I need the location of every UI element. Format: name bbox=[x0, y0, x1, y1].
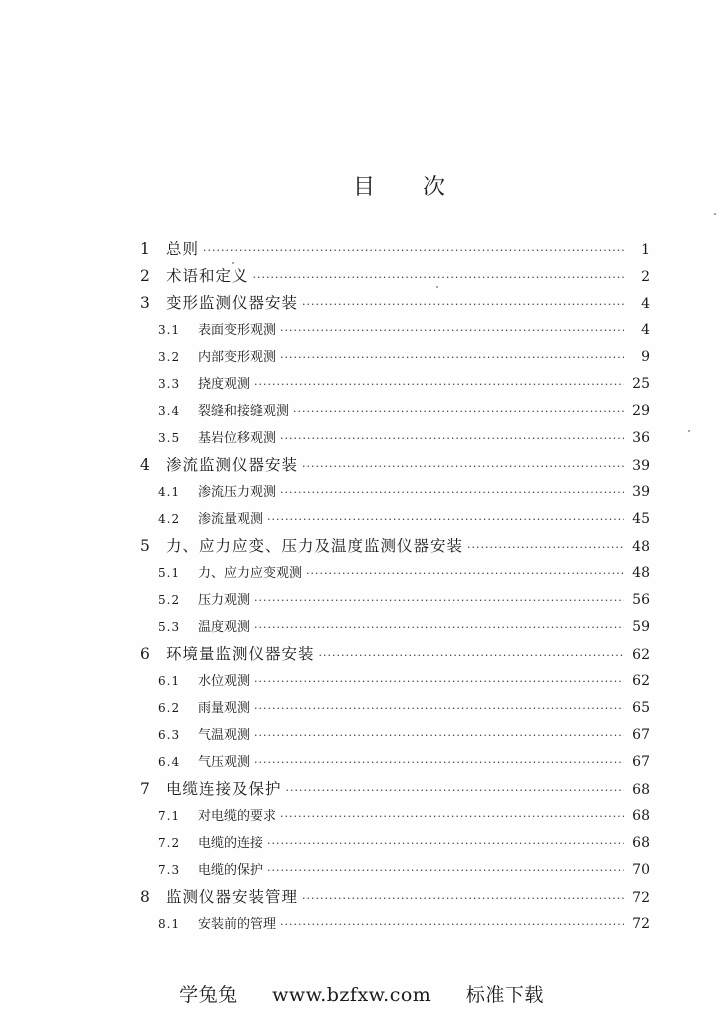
toc-entry-number: 6.3 bbox=[158, 728, 181, 742]
toc-entry-page: 72 bbox=[632, 916, 650, 932]
footer-url[interactable]: www.bzfxw.com bbox=[272, 984, 432, 1006]
toc-section-row[interactable] bbox=[140, 857, 650, 884]
toc-section-row[interactable] bbox=[140, 911, 650, 938]
toc-dot-leader bbox=[286, 777, 624, 804]
toc-dot-leader bbox=[203, 237, 624, 264]
toc-entry-page: 1 bbox=[641, 242, 650, 258]
toc-entry-page: 39 bbox=[632, 484, 650, 500]
toc-entry-label: 挠度观测 bbox=[198, 377, 251, 392]
toc-dot-leader bbox=[253, 264, 624, 291]
toc-chapter-row[interactable] bbox=[140, 236, 650, 263]
toc-entry-page: 45 bbox=[632, 511, 650, 527]
toc-entry-label: 力、应力应变观测 bbox=[198, 566, 303, 581]
toc-entry-number: 5 bbox=[140, 537, 150, 555]
toc-entry-page: 48 bbox=[632, 539, 650, 555]
toc-chapter-row[interactable] bbox=[140, 452, 650, 479]
toc-section-row[interactable] bbox=[140, 479, 650, 506]
toc-dot-leader bbox=[280, 425, 624, 452]
toc-section-row[interactable] bbox=[140, 344, 650, 371]
toc-entry-label: 监测仪器安装管理 bbox=[166, 888, 299, 906]
toc-entry-number: 3.4 bbox=[158, 404, 181, 418]
scan-speck bbox=[714, 213, 716, 215]
toc-entry-page: 62 bbox=[632, 647, 650, 663]
toc-chapter-row[interactable] bbox=[140, 641, 650, 668]
footer-watermark bbox=[0, 980, 723, 1007]
toc-dot-leader bbox=[267, 506, 624, 533]
toc-entry-number: 8 bbox=[140, 888, 150, 906]
title-char-1: 目 bbox=[352, 175, 377, 200]
toc-entry-page: 68 bbox=[632, 782, 650, 798]
toc-entry-label: 气压观测 bbox=[198, 755, 251, 770]
toc-entry-number: 2 bbox=[140, 267, 150, 285]
footer-brand: 学兔兔 bbox=[179, 984, 238, 1006]
toc-section-row[interactable] bbox=[140, 317, 650, 344]
toc-dot-leader bbox=[302, 453, 624, 480]
toc-entry-label: 气温观测 bbox=[198, 728, 251, 743]
toc-entry-number: 4 bbox=[140, 456, 150, 474]
toc-entry-number: 3 bbox=[140, 294, 150, 312]
toc-chapter-row[interactable] bbox=[140, 263, 650, 290]
scan-speck bbox=[436, 286, 438, 288]
toc-dot-leader bbox=[280, 803, 624, 830]
toc-chapter-row[interactable] bbox=[140, 884, 650, 911]
toc-entry-label: 渗流压力观测 bbox=[198, 485, 277, 500]
toc-section-row[interactable] bbox=[140, 371, 650, 398]
toc-dot-leader bbox=[254, 695, 624, 722]
toc-entry-page: 4 bbox=[641, 322, 650, 338]
toc-entry-number: 3.3 bbox=[158, 377, 181, 391]
toc-section-row[interactable] bbox=[140, 560, 650, 587]
toc-entry-number: 6.1 bbox=[158, 674, 181, 688]
toc-entry-number: 6.2 bbox=[158, 701, 181, 715]
toc-entry-label: 水位观测 bbox=[198, 674, 251, 689]
toc-entry-page: 56 bbox=[632, 592, 650, 608]
toc-entry-number: 3.2 bbox=[158, 350, 181, 364]
toc-dot-leader bbox=[293, 398, 624, 425]
toc-chapter-row[interactable] bbox=[140, 776, 650, 803]
toc-dot-leader bbox=[302, 291, 624, 318]
toc-dot-leader bbox=[267, 857, 624, 884]
toc-section-row[interactable] bbox=[140, 425, 650, 452]
toc-entry-number: 5.3 bbox=[158, 620, 181, 634]
toc-chapter-row[interactable] bbox=[140, 533, 650, 560]
toc-entry-label: 环境量监测仪器安装 bbox=[166, 645, 315, 663]
toc-entry-page: 36 bbox=[632, 430, 650, 446]
toc-entry-page: 67 bbox=[632, 754, 650, 770]
toc-entry-label: 渗流监测仪器安装 bbox=[166, 456, 299, 474]
toc-entry-page: 68 bbox=[632, 835, 650, 851]
toc-dot-leader bbox=[280, 479, 624, 506]
scan-speck bbox=[688, 430, 690, 432]
toc-entry-number: 5.2 bbox=[158, 593, 181, 607]
scan-speck bbox=[232, 262, 234, 264]
toc-entry-label: 力、应力应变、压力及温度监测仪器安装 bbox=[166, 537, 464, 555]
toc-entry-page: 62 bbox=[632, 673, 650, 689]
toc-entry-page: 9 bbox=[641, 349, 650, 365]
toc-dot-leader bbox=[254, 749, 624, 776]
toc-entry-label: 术语和定义 bbox=[166, 267, 249, 285]
toc-entry-number: 7.2 bbox=[158, 836, 181, 850]
toc-section-row[interactable] bbox=[140, 398, 650, 425]
toc-entry-page: 4 bbox=[641, 296, 650, 312]
toc-entry-number: 3.1 bbox=[158, 323, 181, 337]
toc-entry-number: 1 bbox=[140, 240, 150, 258]
toc-entry-label: 电缆的连接 bbox=[198, 836, 264, 851]
toc-dot-leader bbox=[254, 668, 624, 695]
toc-entry-number: 4.2 bbox=[158, 512, 181, 526]
toc-entry-page: 70 bbox=[632, 862, 650, 878]
toc-dot-leader bbox=[280, 317, 624, 344]
toc-entry-number: 6.4 bbox=[158, 755, 181, 769]
toc-entry-page: 72 bbox=[632, 890, 650, 906]
toc-dot-leader bbox=[467, 534, 624, 561]
toc-entry-number: 8.1 bbox=[158, 917, 181, 931]
toc-entry-page: 59 bbox=[632, 619, 650, 635]
toc-entry-label: 裂缝和接缝观测 bbox=[198, 404, 290, 419]
toc-section-row[interactable] bbox=[140, 695, 650, 722]
toc-entry-page: 29 bbox=[632, 403, 650, 419]
toc-entry-number: 7 bbox=[140, 780, 150, 798]
toc-section-row[interactable] bbox=[140, 614, 650, 641]
toc-dot-leader bbox=[267, 830, 624, 857]
toc-dot-leader bbox=[306, 560, 624, 587]
toc-entry-page: 2 bbox=[641, 269, 650, 285]
toc-entry-label: 压力观测 bbox=[198, 593, 251, 608]
toc-entry-page: 48 bbox=[632, 565, 650, 581]
toc-entry-page: 67 bbox=[632, 727, 650, 743]
toc-dot-leader bbox=[280, 344, 624, 371]
toc-entry-number: 3.5 bbox=[158, 431, 181, 445]
toc-section-row[interactable] bbox=[140, 587, 650, 614]
toc-dot-leader bbox=[254, 587, 624, 614]
toc-entry-page: 65 bbox=[632, 700, 650, 716]
toc-section-row[interactable] bbox=[140, 668, 650, 695]
toc-entry-number: 4.1 bbox=[158, 485, 181, 499]
toc-section-row[interactable] bbox=[140, 803, 650, 830]
toc-entry-label: 电缆的保护 bbox=[198, 863, 264, 878]
toc-entry-number: 6 bbox=[140, 645, 150, 663]
toc-entry-label: 对电缆的要求 bbox=[198, 809, 277, 824]
toc-entry-page: 68 bbox=[632, 808, 650, 824]
toc-dot-leader bbox=[319, 642, 624, 669]
toc-section-row[interactable] bbox=[140, 830, 650, 857]
toc-entry-number: 7.3 bbox=[158, 863, 181, 877]
toc-section-row[interactable] bbox=[140, 749, 650, 776]
toc-entry-label: 安装前的管理 bbox=[198, 917, 277, 932]
toc-section-row[interactable] bbox=[140, 506, 650, 533]
page-title bbox=[0, 170, 723, 201]
table-of-contents bbox=[140, 236, 650, 938]
toc-dot-leader bbox=[302, 885, 624, 912]
toc-dot-leader bbox=[254, 614, 624, 641]
toc-entry-label: 表面变形观测 bbox=[198, 323, 277, 338]
title-char-2: 次 bbox=[423, 175, 448, 200]
toc-dot-leader bbox=[254, 371, 624, 398]
toc-entry-label: 内部变形观测 bbox=[198, 350, 277, 365]
toc-entry-number: 5.1 bbox=[158, 566, 181, 580]
toc-dot-leader bbox=[280, 911, 624, 938]
toc-entry-label: 变形监测仪器安装 bbox=[166, 294, 299, 312]
toc-entry-label: 基岩位移观测 bbox=[198, 431, 277, 446]
toc-entry-page: 25 bbox=[632, 376, 650, 392]
toc-dot-leader bbox=[254, 722, 624, 749]
toc-entry-label: 雨量观测 bbox=[198, 701, 251, 716]
toc-entry-label: 总则 bbox=[166, 240, 200, 258]
toc-entry-number: 7.1 bbox=[158, 809, 181, 823]
toc-entry-label: 电缆连接及保护 bbox=[166, 780, 282, 798]
toc-entry-page: 39 bbox=[632, 458, 650, 474]
toc-chapter-row[interactable] bbox=[140, 290, 650, 317]
toc-section-row[interactable] bbox=[140, 722, 650, 749]
toc-entry-label: 温度观测 bbox=[198, 620, 251, 635]
toc-entry-label: 渗流量观测 bbox=[198, 512, 264, 527]
footer-tagline: 标准下载 bbox=[465, 984, 544, 1006]
